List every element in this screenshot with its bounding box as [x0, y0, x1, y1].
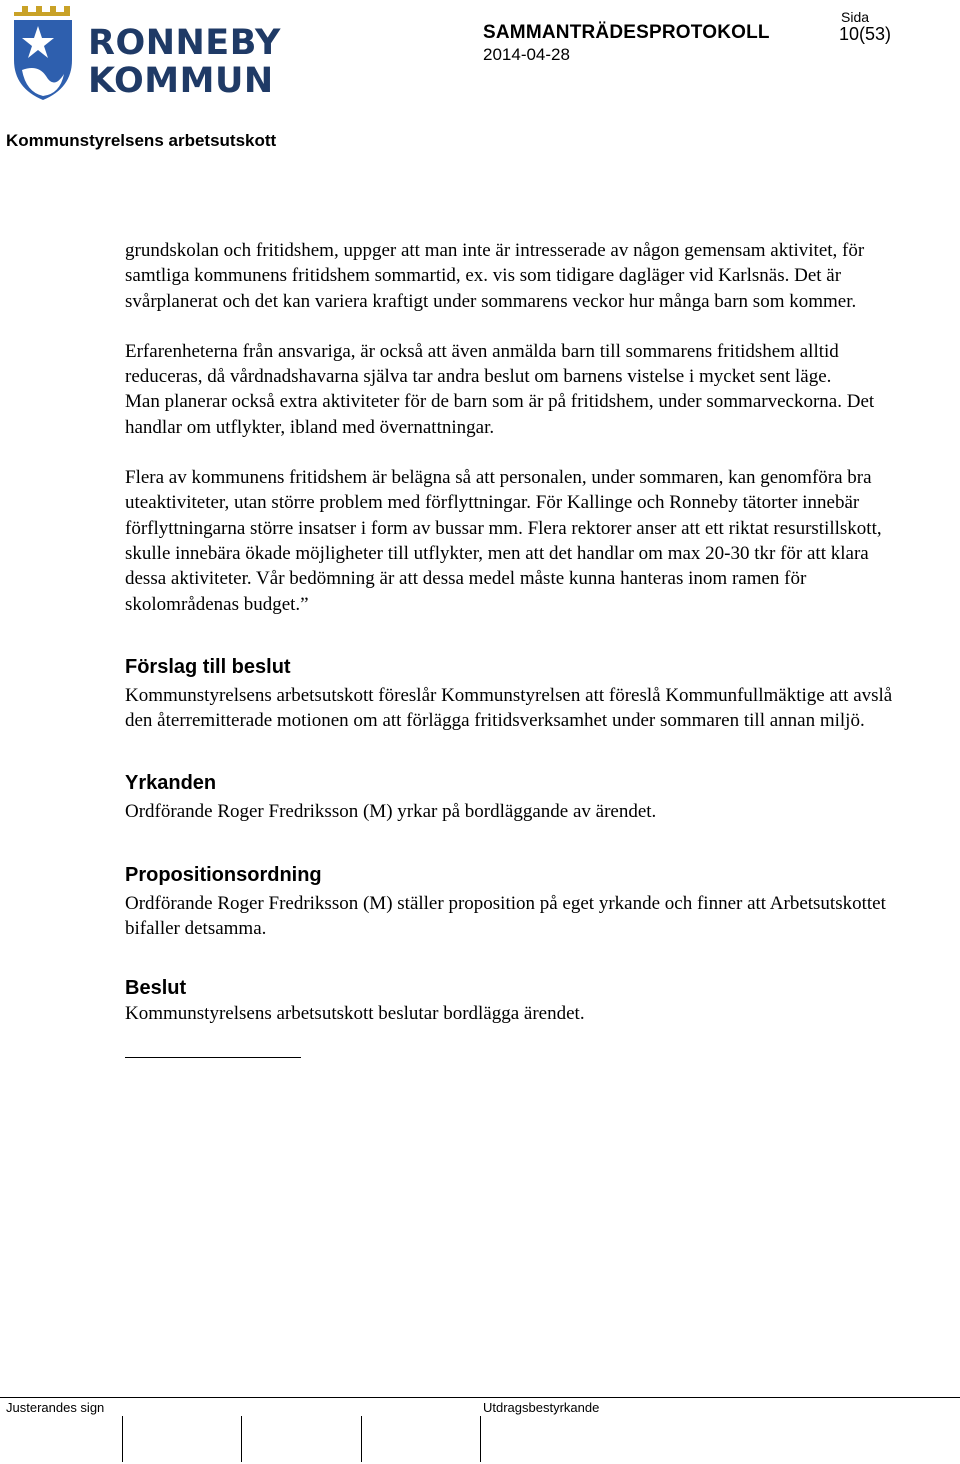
justerandes-sign-label: Justerandes sign [6, 1400, 105, 1415]
paragraph-3: Man planerar också extra aktiviteter för de barn som är på fritidshem, under sommarveckorna. Det handlar om utflykter, ibland med övernattningar. [125, 391, 875, 438]
section-heading-forslag: Förslag till beslut [125, 655, 291, 678]
paragraph-1: grundskolan och fritidshem, uppger att man inte är intresserade av någon gemensam aktivitet, för samtliga kommunens fritidshem sommartid, ex. vis som tidigare dagläger vid Karlsnäs. Det är svårplanerat och det kan variera kraftigt under sommarens veckor hur många barn som kommer. [125, 240, 865, 312]
end-divider [125, 1057, 301, 1058]
section-text-forslag: Kommunstyrelsens arbetsutskott föreslår Kommunstyrelsen att föreslå Kommunfullmäktige att avslå den återremitterade motionen om att förlägga fritidsverksamhet under sommaren till annan miljö. [125, 684, 893, 732]
signature-box-divider [361, 1416, 362, 1462]
page-label: Sida [841, 9, 870, 25]
signature-box-divider [122, 1416, 123, 1462]
meeting-date: 2014-04-28 [483, 45, 570, 64]
committee-name: Kommunstyrelsens arbetsutskott [6, 131, 277, 150]
coat-of-arms-icon [8, 4, 78, 102]
section-heading-beslut: Beslut [125, 977, 187, 1000]
utdragsbestyrkande-label: Utdragsbestyrkande [483, 1400, 600, 1415]
page-number: 10(53) [839, 24, 892, 44]
section-heading-yrkanden: Yrkanden [125, 772, 217, 795]
logo-line-2: KOMMUN [88, 61, 274, 101]
logo-line-1: RONNEBY [88, 23, 281, 63]
signature-footer [0, 1397, 960, 1464]
paragraph-2: Erfarenheterna från ansvariga, är också att även anmälda barn till sommarens fritidshem alltid reduceras, då vårdnadshavarna själva tar andra beslut om barnens vistelse i mycket sent läge. [125, 340, 839, 388]
document-body [125, 238, 905, 1058]
paragraph-4: Flera av kommunens fritidshem är belägna så att personalen, under sommaren, kan genomföra bra uteaktiviteter, utan större problem med förflyttningar. För Kallinge och Ronneby tätorter innebär förflyttningarna större insatser i form av bussar mm. Flera rektorer anser att ett riktat resurstillskott, skulle innebära ökade möjligheter till utflykter, men att det handlar om max 20-30 tkr för att klara dessa aktiviteter. Vår bedömning är att dessa medel måste kunna hanteras inom ramen för skolområdenas budget.” [125, 467, 882, 615]
signature-box-divider [480, 1416, 481, 1462]
signature-box-divider [241, 1416, 242, 1462]
section-text-beslut: Kommunstyrelsens arbetsutskott beslutar bordlägga ärendet. [125, 1003, 585, 1025]
section-text-yrkanden: Ordförande Roger Fredriksson (M) yrkar på bordläggande av ärendet. [125, 801, 657, 823]
ronneby-kommun-logo [8, 4, 281, 104]
section-text-propositionsordning: Ordförande Roger Fredriksson (M) ställer proposition på eget yrkande och finner att Arbetsutskottet bifaller detsamma. [125, 892, 886, 940]
section-heading-propositionsordning: Propositionsordning [125, 863, 322, 886]
document-title: SAMMANTRÄDESPROTOKOLL [483, 22, 770, 43]
